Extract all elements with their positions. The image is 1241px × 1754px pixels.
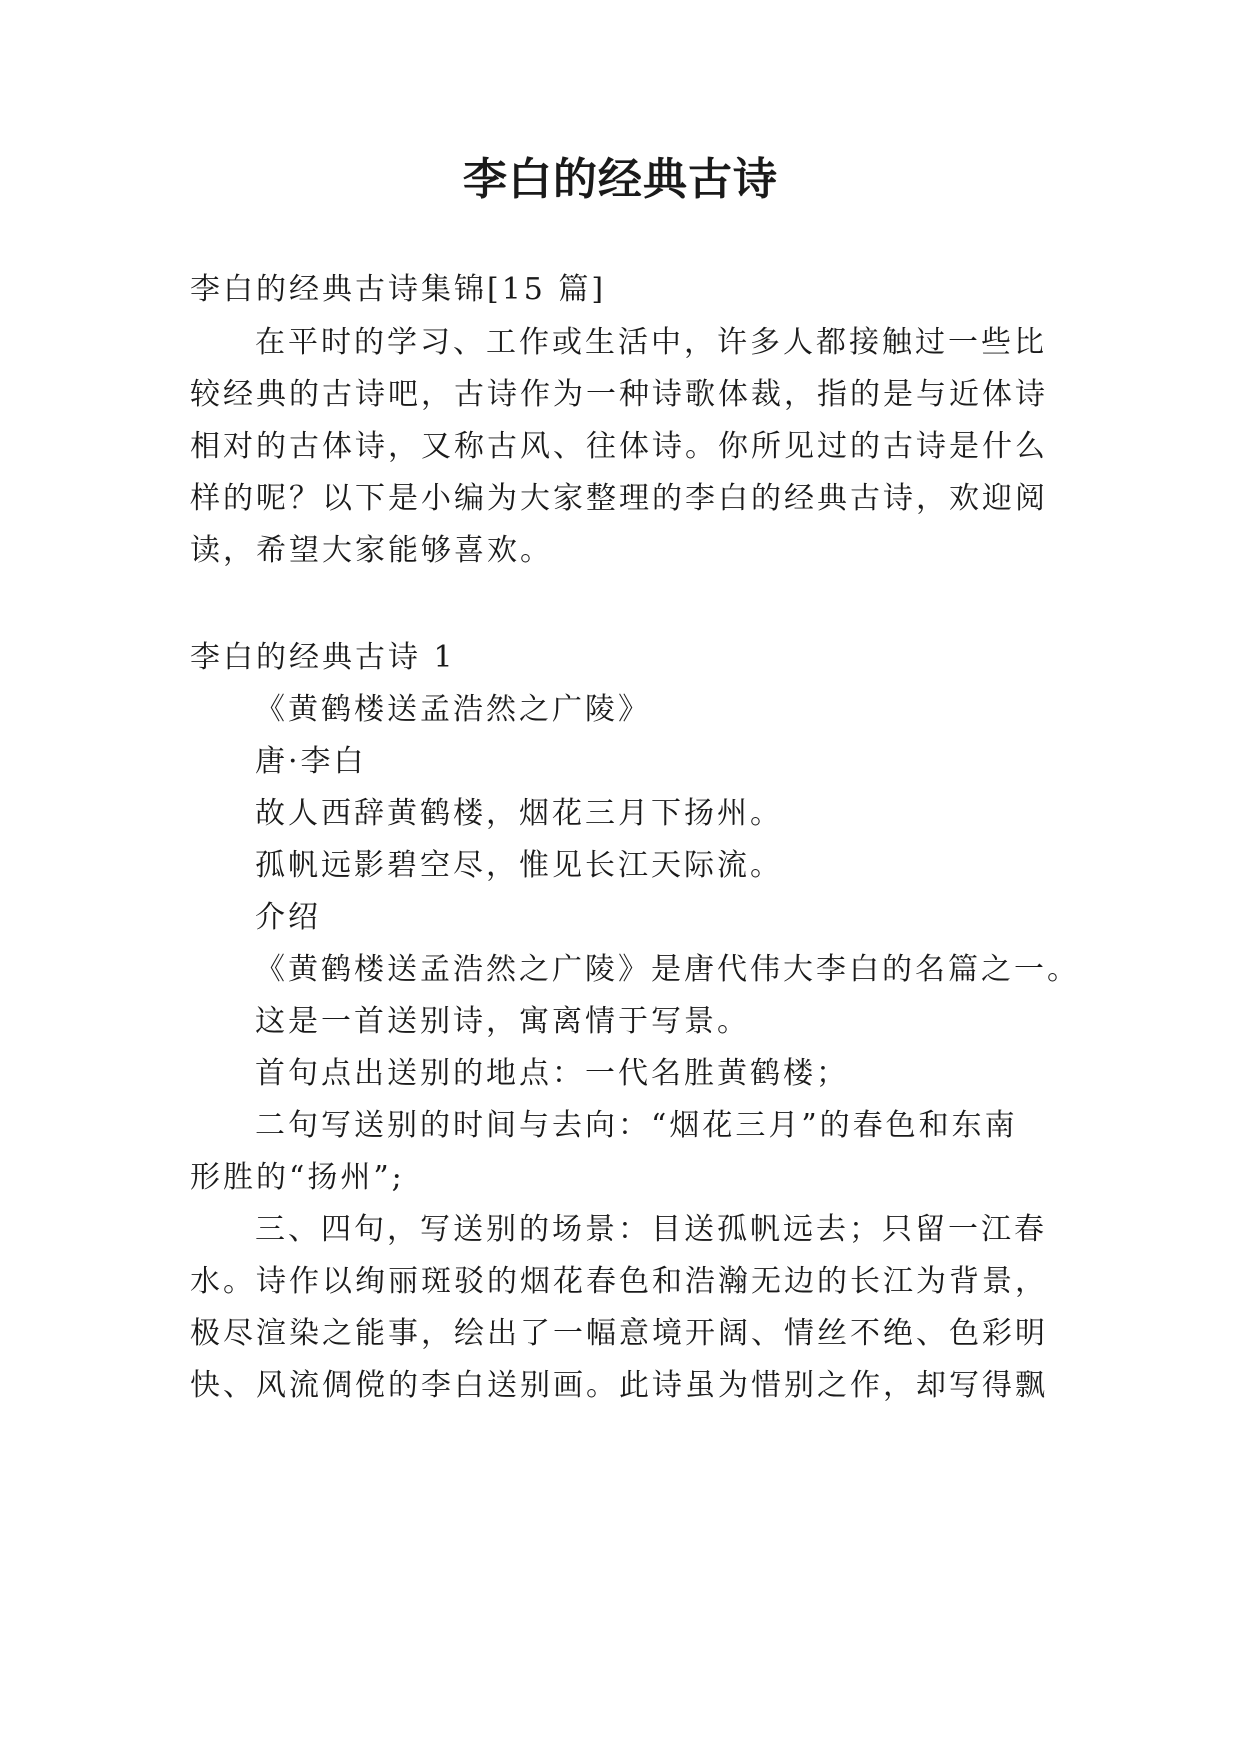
body-line: 形胜的“扬州”; — [190, 1160, 405, 1195]
document-subtitle: 李白的经典古诗集锦[15 篇] — [190, 272, 607, 307]
intro-paragraph-line: 相对的古体诗，又称古风、往体诗。你所见过的古诗是什么 — [190, 429, 1048, 464]
intro-paragraph-line: 在平时的学习、工作或生活中，许多人都接触过一些比 — [255, 325, 1047, 360]
body-line: 快、风流倜傥的李白送别画。此诗虽为惜别之作，却写得飘 — [190, 1368, 1048, 1403]
body-line: 三、四句，写送别的场景：目送孤帆远去；只留一江春 — [255, 1212, 1047, 1247]
body-line: 《黄鹤楼送孟浩然之广陵》是唐代伟大李白的名篇之一。 — [255, 952, 1080, 987]
section-heading: 李白的经典古诗 1 — [190, 640, 456, 675]
body-line: 这是一首送别诗，寓离情于写景。 — [255, 1004, 750, 1039]
poem-title: 《黄鹤楼送孟浩然之广陵》 — [255, 692, 651, 727]
intro-paragraph-line: 较经典的古诗吧，古诗作为一种诗歌体裁，指的是与近体诗 — [190, 377, 1048, 412]
poem-author: 唐·李白 — [255, 744, 367, 779]
poem-line: 故人西辞黄鹤楼，烟花三月下扬州。 — [255, 796, 783, 831]
body-line: 水。诗作以绚丽斑驳的烟花春色和浩瀚无边的长江为背景， — [190, 1264, 1048, 1299]
body-line: 二句写送别的时间与去向：“烟花三月”的春色和东南 — [255, 1108, 1018, 1143]
document-title: 李白的经典古诗 — [463, 154, 778, 205]
intro-label: 介绍 — [255, 900, 321, 935]
body-line: 极尽渲染之能事，绘出了一幅意境开阔、情丝不绝、色彩明 — [190, 1316, 1048, 1351]
body-line: 首句点出送别的地点：一代名胜黄鹤楼； — [255, 1056, 849, 1091]
poem-line: 孤帆远影碧空尽，惟见长江天际流。 — [255, 848, 783, 883]
intro-paragraph-line: 读，希望大家能够喜欢。 — [190, 533, 553, 568]
intro-paragraph-line: 样的呢？以下是小编为大家整理的李白的经典古诗，欢迎阅 — [190, 481, 1048, 516]
